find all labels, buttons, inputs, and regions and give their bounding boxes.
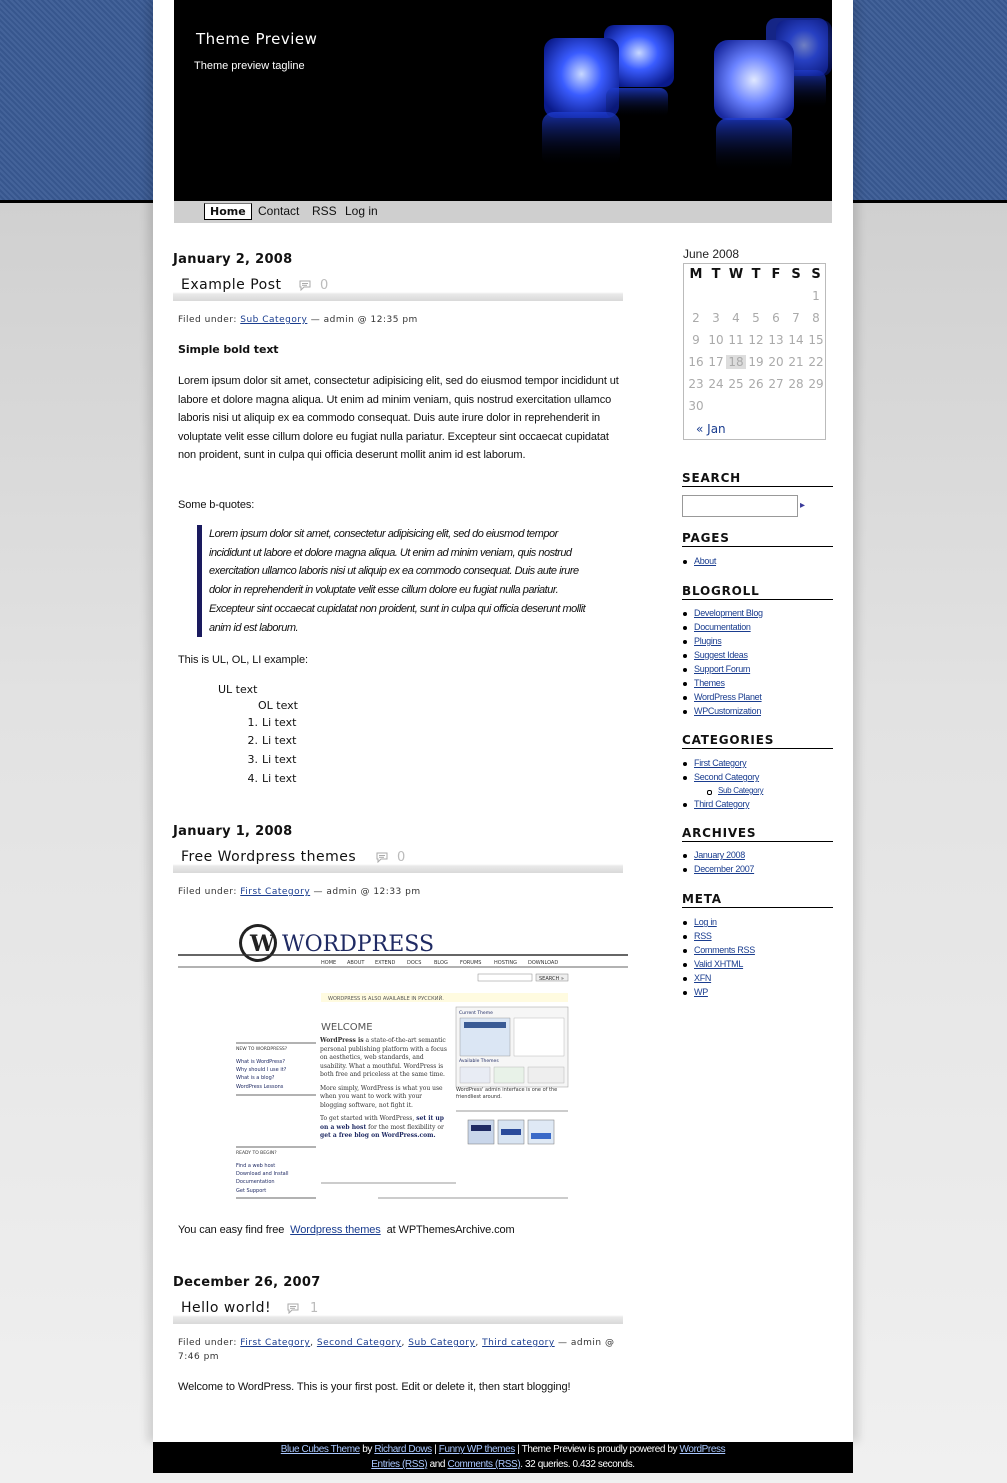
nav-rss[interactable]: RSS [312,204,337,218]
wp-more: More simply, WordPress is what you use when you want to work with your blogging software, not fight it. [320,1084,443,1109]
calendar [683,263,826,440]
wp-link: Documentation [236,1179,275,1185]
wp-welcome: WELCOME [321,1022,373,1033]
calendar-day: 15 [808,333,824,347]
ice-cubes-image [514,0,832,201]
post-author-time: — admin @ [558,1338,615,1348]
calendar-weekday: T [711,267,721,282]
post-date: January 1, 2008 [173,824,293,839]
footer-powered: | Theme Preview is proudly powered by [517,1444,678,1455]
bquote-intro: Some b-quotes: [178,499,255,511]
wp-search-button: SEARCH » [539,976,564,982]
post-title-bar [173,847,623,873]
calendar-day: 7 [792,311,800,325]
wp-nav-item: FORUMS [460,960,482,966]
blogroll-link[interactable]: Suggest Ideas [694,650,748,660]
post-text-after: at WPThemesArchive.com [386,1224,515,1236]
post-meta [178,885,421,899]
list-item: 4. Li text [247,772,297,785]
blogroll-link[interactable]: Themes [694,678,725,688]
footer-line-2 [153,1459,853,1470]
comment-count[interactable]: 0 [320,278,329,293]
list-item [694,692,763,706]
list-item [694,556,716,570]
wp-nav-item: BLOG [434,960,448,966]
calendar-day: 9 [692,333,700,347]
category-link[interactable]: Third category [482,1338,555,1348]
list-item [694,931,755,945]
list-item [694,608,763,622]
calendar-day: 10 [708,333,724,347]
nav-login[interactable]: Log in [345,204,378,218]
category-link[interactable]: Second Category [694,772,760,782]
wp-logo-text: WORDPRESS [282,932,435,957]
category-link[interactable]: First Category [240,887,311,897]
list-item [694,959,755,973]
calendar-day: 29 [808,377,824,391]
wp-nav-item: EXTEND [375,960,396,966]
calendar-day: 1 [812,289,820,303]
list-item [694,973,755,987]
entries-rss-link[interactable]: Entries (RSS) [371,1459,428,1470]
post-paragraph: Lorem ipsum dolor sit amet, consectetur adipisicing elit, sed do eiusmod tempor incididunt ut labore et dolore magna aliqua. Ut enim ad minim veniam, quis nostrud exercitation ullamco laboris nisi ut aliquip ex ea commodo consequat. Duis aute irure dolor in reprehenderit in voluptate velit esse cillum dolore eu fugiat nulla pariatur. Excepteur sint occaecat cupidatat non proident, sunt in culpa qui officia deserunt mollit anim id est laborum. [178,375,619,461]
search-submit-icon[interactable]: ▸ [800,500,806,511]
comment-count[interactable]: 1 [310,1301,319,1316]
post-text-before: You can easy find free [178,1224,285,1236]
categories-title: CATEGORIES [682,733,833,749]
archives-title: ARCHIVES [682,826,833,842]
post-time: 7:46 pm [178,1352,220,1362]
wp-link: Download and Install [236,1171,289,1177]
calendar-caption: June 2008 [683,247,740,261]
site-tagline: Theme preview tagline [194,60,305,72]
list-item [694,664,763,678]
filed-under-label: Filed under: [178,315,237,325]
list-item: 2. Li text [247,734,297,747]
author-link[interactable]: Richard Dows [374,1444,432,1455]
list-item [694,678,763,692]
list-item [694,706,763,720]
calendar-day: 5 [752,311,760,325]
post-meta: Filed under: First Category, Second Category, Sub Category, Third category — admin @ 7:46 pm [178,1338,615,1362]
calendar-day: 17 [708,355,724,369]
comment-icon [376,852,388,863]
category-link[interactable]: Second Category [316,1338,402,1348]
wp-start: To get started with WordPress, [320,1115,415,1122]
archive-link[interactable]: January 2008 [694,850,745,860]
wp-link: What is WordPress? [236,1059,285,1065]
list-item: 1. Li text [247,716,297,729]
post-text [178,1221,515,1240]
post-title-bar [173,1298,623,1324]
nav-contact[interactable]: Contact [258,204,300,218]
calendar-day: 8 [812,311,820,325]
search-title: SEARCH [682,471,833,487]
category-link[interactable]: First Category [240,1338,311,1348]
blogroll-link[interactable]: Plugins [694,636,722,646]
calendar-day: 22 [808,355,824,369]
wordpress-link[interactable]: WordPress [679,1444,726,1455]
wp-notice: WORDPRESS IS ALSO AVAILABLE IN РУССКИЙ. [328,996,444,1002]
ul-text: UL text [218,683,258,696]
wp-link: Find a web host [236,1163,276,1169]
wp-ready-heading: READY TO BEGIN? [236,1151,277,1156]
footer-by: by [362,1444,372,1455]
post-title[interactable]: Free Wordpress themes [181,849,357,865]
site-header [174,0,832,201]
comment-count[interactable]: 0 [397,850,406,865]
main-navigation [174,201,832,223]
wp-nav-item: DOCS [407,960,422,966]
list-item [694,850,754,864]
ol-text: OL text [258,699,298,712]
post-author-time: — admin @ 12:33 pm [313,887,421,897]
post-title[interactable]: Example Post [181,277,282,293]
wp-nav-item: HOSTING [494,960,518,966]
post-meta [178,313,418,327]
list-item [694,772,763,786]
svg-text:W: W [250,931,275,957]
footer-stats: . 32 queries. 0.432 seconds. [520,1459,635,1470]
calendar-prev-link[interactable]: « Jan [696,422,726,436]
calendar-day: 19 [748,355,764,369]
wordpress-themes-link[interactable]: Wordpress themes [290,1224,381,1236]
blogroll-link[interactable]: WordPress Planet [694,692,762,702]
site-title[interactable]: Theme Preview [196,30,318,48]
post-date: January 2, 2008 [173,252,293,267]
calendar-day: 14 [788,333,804,347]
post-title-bar [173,275,623,301]
archive-link[interactable]: December 2007 [694,864,755,874]
calendar-weekday: F [771,267,781,282]
meta-link[interactable]: RSS [694,931,712,941]
calendar-day: 21 [788,355,804,369]
calendar-day: 24 [708,377,724,391]
wp-link: Why should I use it? [236,1067,287,1073]
calendar-day: 20 [768,355,784,369]
category-link[interactable]: Sub Category [408,1338,476,1348]
list-item: 3. Li text [247,753,297,766]
calendar-day: 30 [688,399,704,413]
wp-available-themes: Available Themes [459,1059,499,1064]
list-item [694,622,763,636]
post-title[interactable]: Hello world! [181,1300,272,1316]
meta-link[interactable]: Log in [694,917,717,927]
calendar-day: 12 [748,333,764,347]
categories-list [694,758,763,813]
list-item [694,917,755,931]
comment-icon [287,1303,299,1314]
calendar-day: 25 [728,377,744,391]
wp-current-theme: Current Theme [459,1011,493,1016]
wp-link: What is a blog? [236,1075,275,1081]
list-item [694,758,763,772]
calendar-weekday: W [728,267,744,282]
calendar-day: 11 [728,333,744,347]
wp-start-link2: get a free blog on WordPress.com. [320,1132,436,1139]
calendar-weekday: M [689,267,703,282]
blogroll-title: BLOGROLL [682,584,833,600]
list-item [694,786,763,800]
site-footer [153,1442,853,1473]
blogroll-link[interactable]: Development Blog [694,608,763,618]
wp-start-mid: for the most flexibility or [368,1123,444,1131]
page-link[interactable]: About [694,556,717,566]
footer-and: and [429,1459,446,1470]
category-link[interactable]: Sub Category [718,786,764,795]
theme-link[interactable]: Blue Cubes Theme [280,1444,360,1455]
calendar-weekday: S [811,267,821,282]
blogroll-list [694,608,763,720]
footer-line-1: Blue Cubes Theme by Richard Dows | Funny WP themes | Theme Preview is proudly powered by WordPress [280,1444,726,1455]
post-author-time: — admin @ 12:35 pm [310,315,418,325]
meta-list [694,917,755,1001]
calendar-day: 4 [732,311,740,325]
funny-themes-link[interactable]: Funny WP themes [438,1444,515,1455]
meta-link[interactable]: Valid XHTML [694,959,744,969]
post-date: December 26, 2007 [173,1275,321,1290]
wp-link: Get Support [236,1188,267,1194]
calendar-day: 3 [712,311,720,325]
page-container [153,0,853,1442]
calendar-day: 2 [692,311,700,325]
pages-title: PAGES [682,531,833,547]
wp-nav-item: HOME [321,960,337,966]
wp-intro: a state-of-the-art semantic personal publishing platform with a focus on aesthetics, web standards, and usability. What a mouthful. WordPress is both free and priceless at the same time. [320,1037,447,1078]
list-item [694,636,763,650]
meta-link[interactable]: XFN [694,973,712,983]
calendar-day: 23 [688,377,704,391]
search-input[interactable] [682,495,798,517]
wp-new-heading: NEW TO WORDPRESS? [236,1047,288,1052]
list-item [694,864,754,878]
wp-nav-item: DOWNLOAD [528,960,559,966]
blogroll-link[interactable]: Documentation [694,622,751,632]
comment-icon [299,280,311,291]
calendar-day: 26 [748,377,764,391]
wp-link: WordPress Lessons [236,1084,284,1090]
nav-home[interactable]: Home [204,203,252,220]
list-item [694,987,755,1001]
meta-link[interactable]: WP [694,987,708,997]
blockquote: Lorem ipsum dolor sit amet, consectetur adipisicing elit, sed do eiusmod tempor incididunt ut labore et dolore magna aliqua. Ut enim ad minim veniam, quis nostrud exercitation ullamco laboris nisi ut aliquip ex ea commodo consequat. Duis aute irure dolor in reprehenderit in voluptate velit esse cillum dolore eu fugiat nulla pariatur. Excepteur sint occaecat cupidatat non proident, sunt in culpa qui officia deserunt mollit anim id est laborum. [197,525,587,637]
blogroll-link[interactable]: WPCustomization [694,706,762,716]
meta-link[interactable]: Comments RSS [694,945,755,955]
calendar-day: 16 [688,355,704,369]
category-link[interactable]: Third Category [694,799,750,809]
pages-list [694,556,716,570]
calendar-day: 28 [788,377,804,391]
list-intro: This is UL, OL, LI example: [178,654,308,666]
list-item [694,799,763,813]
blogroll-link[interactable]: Support Forum [694,664,751,674]
wp-nav-item: ABOUT [347,960,365,966]
wp-intro-bold: WordPress is [320,1037,364,1044]
post-text: Welcome to WordPress. This is your first post. Edit or delete it, then start blogging! [178,1381,571,1393]
filed-under-label: Filed under: [178,887,237,897]
wp-start-link: set it up on a web host [320,1115,444,1131]
calendar-day: 6 [772,311,780,325]
wp-caption: WordPress' admin interface is one of the friendliest around. [456,1087,558,1100]
comments-rss-link[interactable]: Comments (RSS) [447,1459,521,1470]
calendar-day: 18 [726,355,746,369]
calendar-day: 27 [768,377,784,391]
calendar-day: 13 [768,333,784,347]
filed-under-label: Filed under: [178,1338,237,1348]
category-link[interactable]: Sub Category [240,315,308,325]
list-item [694,945,755,959]
calendar-weekday: T [751,267,761,282]
calendar-weekday: S [791,267,801,282]
meta-title: META [682,892,833,908]
category-link[interactable]: First Category [694,758,747,768]
archives-list [694,850,754,878]
wordpress-screenshot-image [178,915,628,1205]
list-item [694,650,763,664]
bold-text: Simple bold text [178,343,279,356]
